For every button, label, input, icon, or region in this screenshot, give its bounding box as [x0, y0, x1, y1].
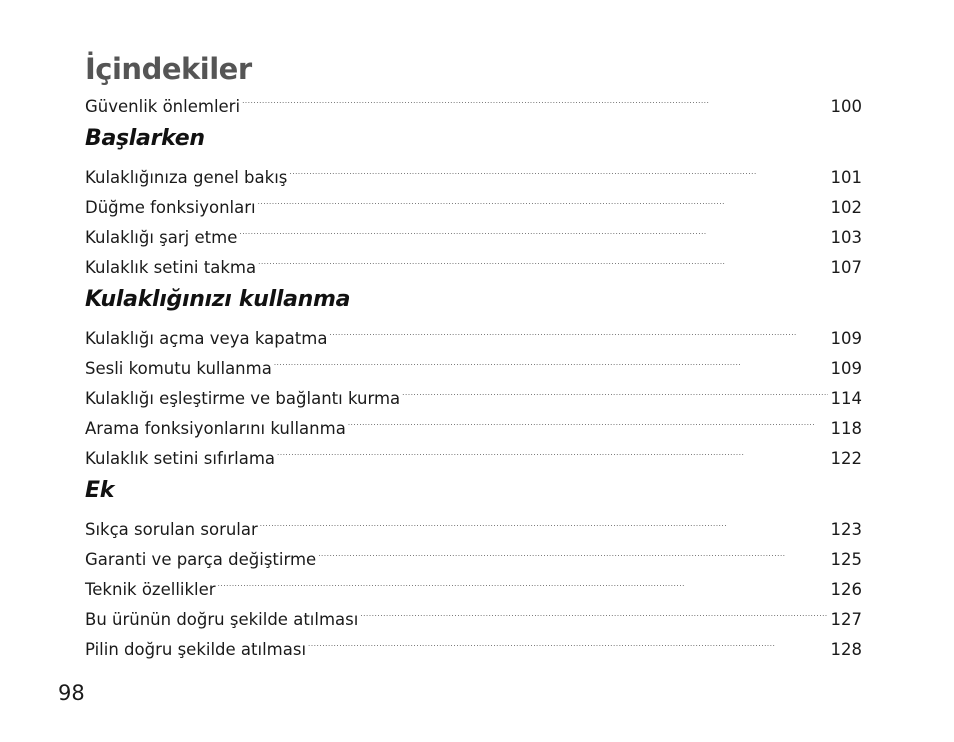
toc-entry[interactable]: [85, 505, 862, 539]
toc-entry-page: 114: [830, 389, 862, 408]
dot-leader: [218, 565, 828, 595]
dot-leader: [402, 374, 827, 404]
toc-entry-label: Bu ürünün doğru şekilde atılması: [85, 610, 359, 629]
toc-entry-label: Garanti ve parça değiştirme: [85, 550, 317, 569]
dot-leader: [258, 183, 828, 213]
dot-leader: [242, 82, 827, 112]
dot-leader: [239, 213, 827, 243]
toc-entry-page: 128: [830, 640, 862, 659]
toc-entry-label: Kulaklığınıza genel bakış: [85, 168, 288, 187]
toc-entry-label: Sesli komutu kullanma: [85, 359, 272, 378]
toc-entry-label: Pilin doğru şekilde atılması: [85, 640, 307, 659]
toc-entry[interactable]: [85, 153, 862, 187]
toc-entry-page: 109: [830, 359, 862, 378]
toc-entry-label: Kulaklığı şarj etme: [85, 228, 238, 247]
dot-leader: [329, 314, 827, 344]
toc-entry-label: Sıkça sorulan sorular: [85, 520, 258, 539]
toc-entry-page: 102: [830, 198, 862, 217]
toc-entry-label: Arama fonksiyonlarını kullanma: [85, 419, 346, 438]
toc-entry-page: 103: [830, 228, 862, 247]
toc-entry-page: 122: [830, 449, 862, 468]
toc-entry-label: Kulaklık setini takma: [85, 258, 257, 277]
toc-entry-label: Güvenlik önlemleri: [85, 97, 241, 116]
toc-entry-page: 107: [830, 258, 862, 277]
dot-leader: [308, 625, 827, 655]
dot-leader: [258, 243, 827, 273]
toc-entry-label: Kulaklığı eşleştirme ve bağlantı kurma: [85, 389, 401, 408]
toc-entry-page: 126: [830, 580, 862, 599]
toc-entry-page: 125: [830, 550, 862, 569]
dot-leader: [360, 595, 827, 625]
dot-leader: [318, 535, 827, 565]
dot-leader: [260, 505, 828, 535]
toc-entry-page: 109: [830, 329, 862, 348]
dot-leader: [277, 434, 828, 464]
page-number: 98: [58, 681, 85, 705]
toc-entry[interactable]: [85, 314, 862, 348]
dot-leader: [274, 344, 828, 374]
toc-entry-label: Kulaklığı açma veya kapatma: [85, 329, 328, 348]
toc-entry-page: 127: [830, 610, 862, 629]
toc-entry-page: 123: [830, 520, 862, 539]
table-of-contents: [85, 50, 862, 659]
dot-leader: [289, 153, 827, 183]
section-heading-using-headset: Kulaklığınızı kullanma: [85, 287, 351, 312]
toc-entry-label: Düğme fonksiyonları: [85, 198, 256, 217]
toc-entry-label: Teknik özellikler: [85, 580, 216, 599]
toc-entry-page: 100: [830, 97, 862, 116]
toc-entry-page: 101: [830, 168, 862, 187]
section-heading-appendix: Ek: [85, 478, 115, 503]
section-heading-getting-started: Başlarken: [85, 126, 205, 151]
toc-title: İçindekiler: [85, 52, 252, 86]
toc-entry-label: Kulaklık setini sıfırlama: [85, 449, 275, 468]
dot-leader: [348, 404, 828, 434]
toc-entry-page: 118: [830, 419, 862, 438]
